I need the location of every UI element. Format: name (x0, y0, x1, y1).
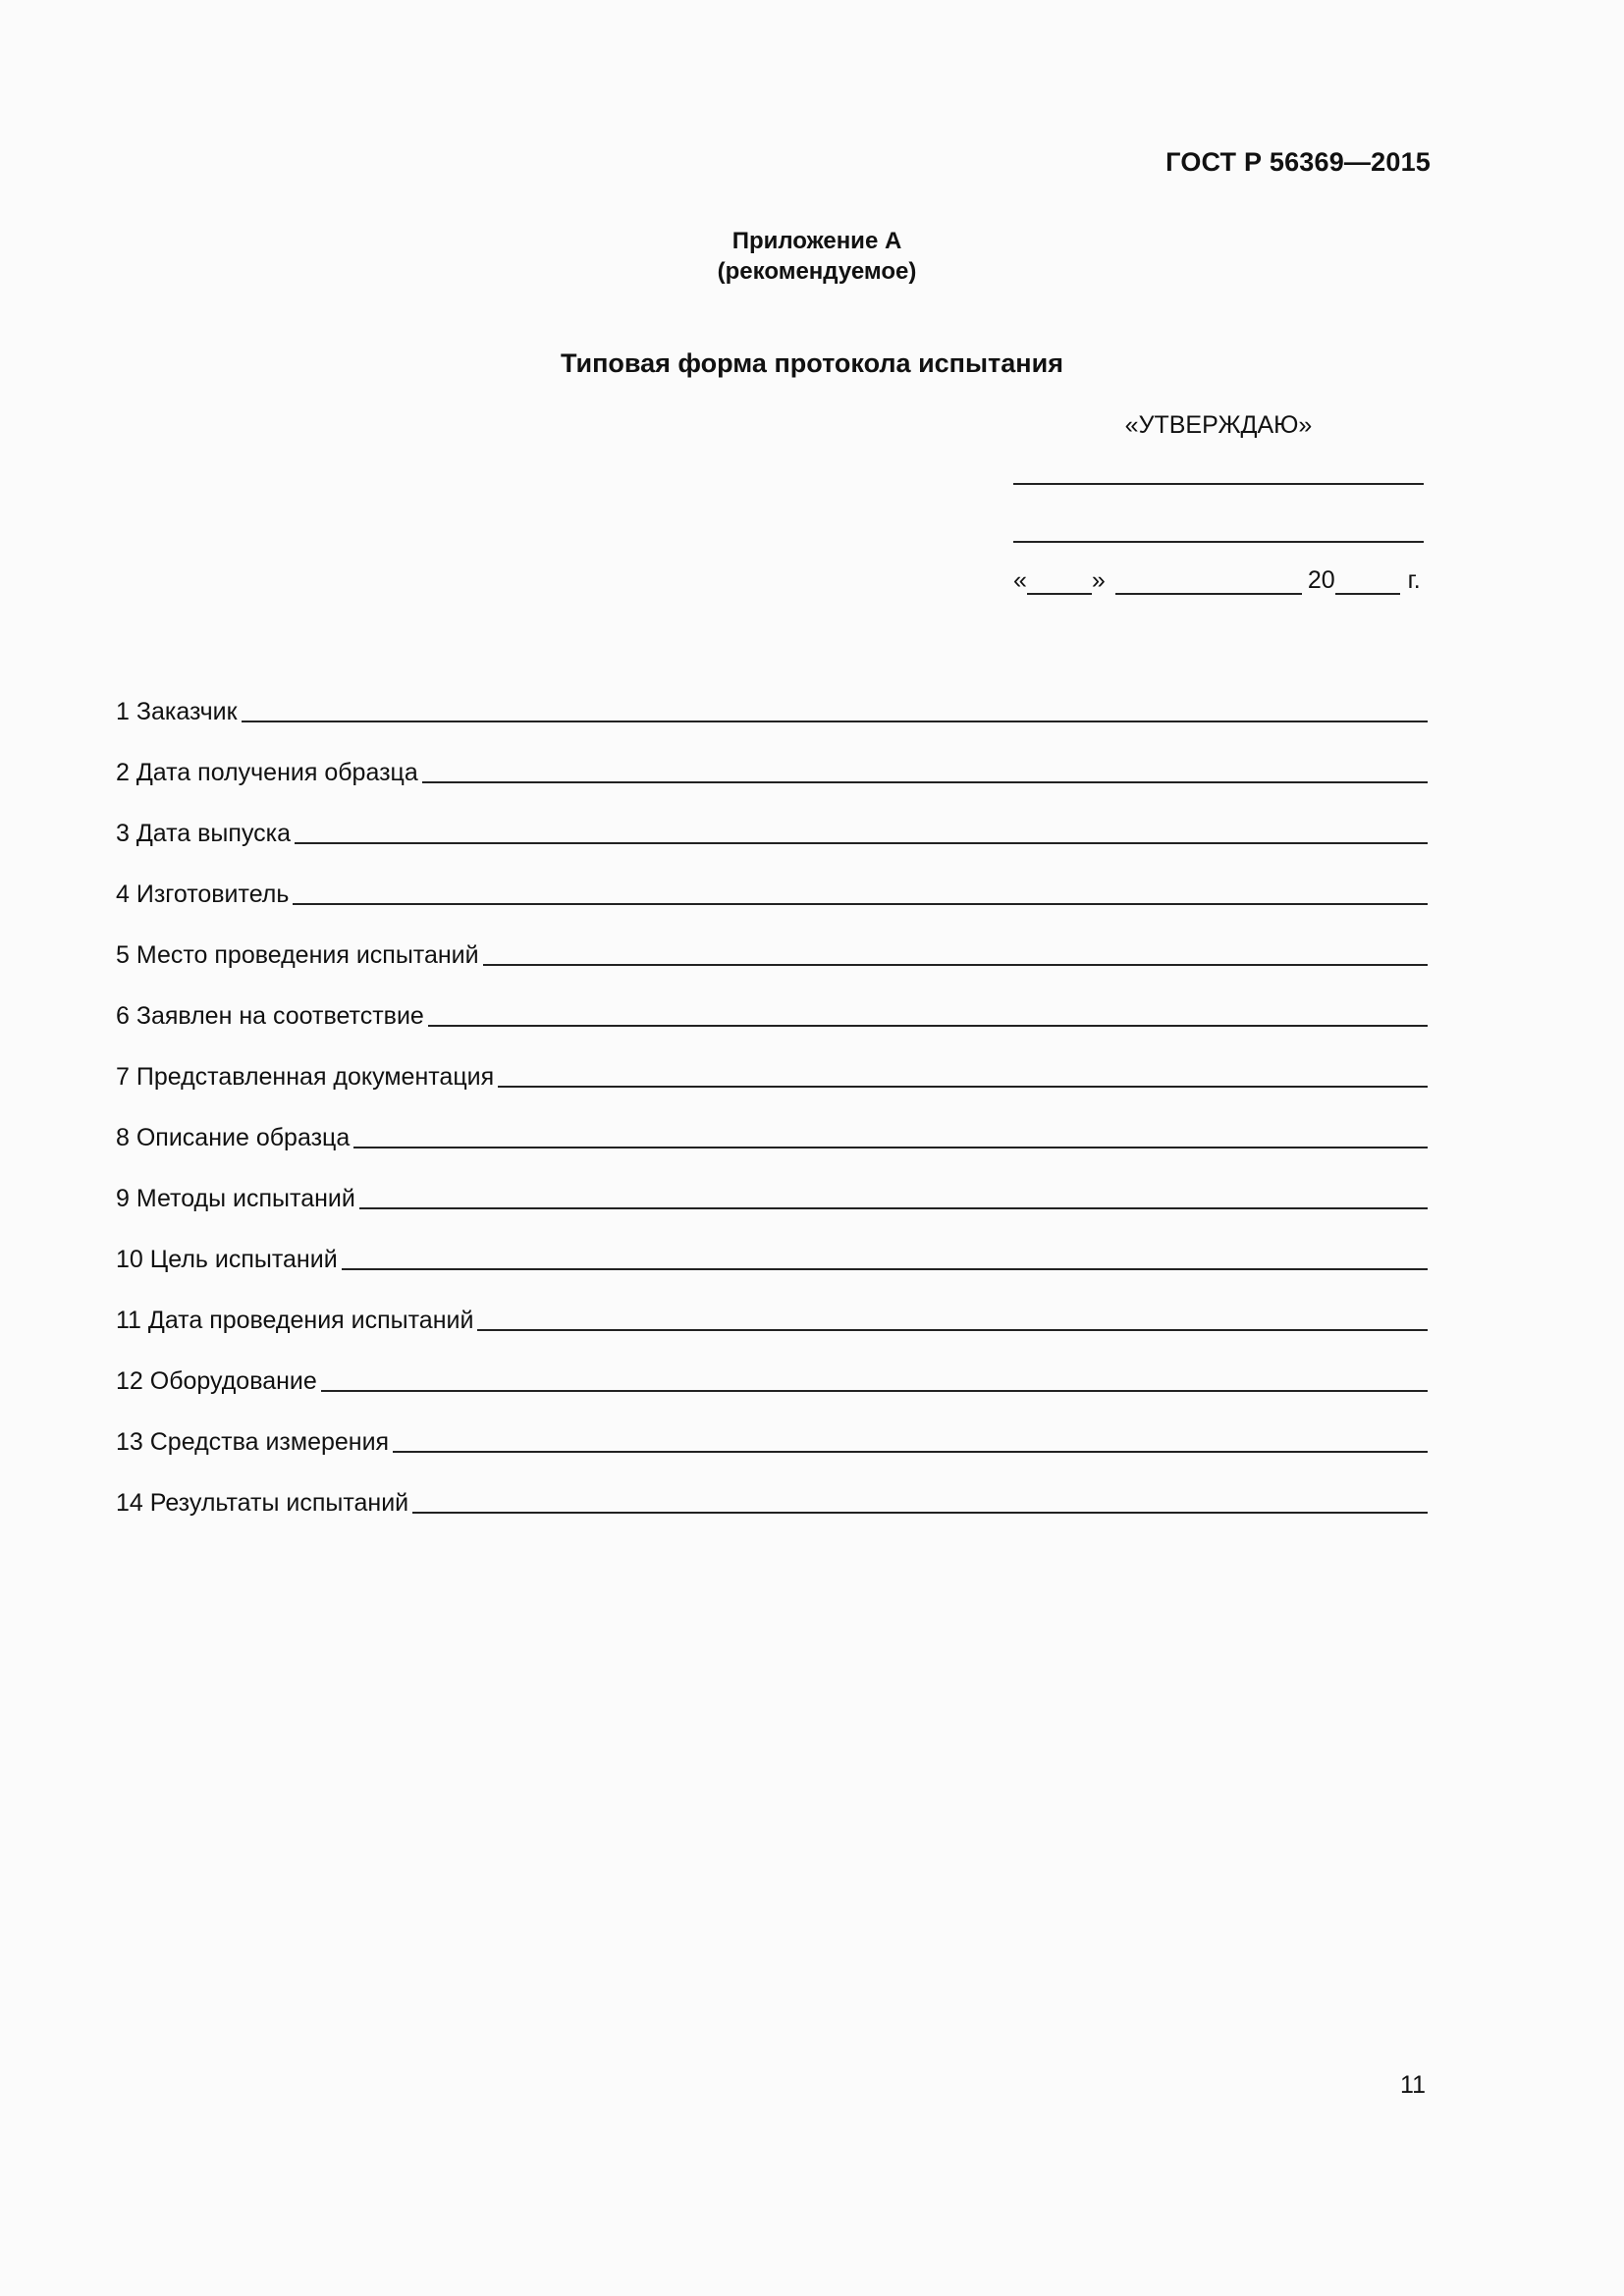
field-label: 3 Дата выпуска (116, 820, 292, 847)
field-fill-line (293, 903, 1428, 905)
appendix-subtitle: (рекомендуемое) (717, 258, 917, 285)
field-label: 5 Место проведения испытаний (116, 941, 479, 969)
document-code: ГОСТ Р 56369—2015 (1165, 147, 1431, 177)
appendix-title: Приложение А (731, 228, 902, 254)
field-label: 4 Изготовитель (116, 881, 290, 908)
field-customer (116, 666, 1428, 726)
field-label: 6 Заявлен на соответствие (116, 1002, 424, 1030)
field-label: 1 Заказчик (116, 698, 238, 725)
field-declared-conformity (116, 970, 1428, 1031)
field-fill-line (321, 1390, 1428, 1392)
field-sample-receipt-date (116, 726, 1428, 787)
field-test-purpose (116, 1213, 1428, 1274)
year-blank (1335, 571, 1400, 595)
field-fill-line (422, 781, 1428, 783)
field-label: 12 Оборудование (116, 1367, 317, 1395)
field-fill-line (483, 964, 1428, 966)
day-blank (1027, 571, 1092, 595)
field-label: 10 Цель испытаний (116, 1246, 338, 1273)
field-label: 9 Методы испытаний (116, 1185, 355, 1212)
field-equipment (116, 1335, 1428, 1396)
date-open-quote: « (1013, 566, 1027, 594)
field-fill-line (498, 1086, 1428, 1088)
field-fill-line (295, 842, 1428, 844)
field-test-location (116, 909, 1428, 970)
field-fill-line (428, 1025, 1428, 1027)
approval-position-line (1013, 483, 1424, 485)
approval-signature-line (1013, 541, 1424, 543)
field-label: 14 Результаты испытаний (116, 1489, 409, 1517)
field-fill-line (359, 1207, 1428, 1209)
field-documentation (116, 1031, 1428, 1092)
field-measuring-instruments (116, 1396, 1428, 1457)
field-label: 11 Дата проведения испытаний (116, 1307, 474, 1334)
form-title: Типовая форма протокола испытания (561, 348, 1063, 378)
field-test-methods (116, 1152, 1428, 1213)
field-fill-line (477, 1329, 1428, 1331)
page-number: 11 (1400, 2071, 1426, 2099)
field-label: 2 Дата получения образца (116, 759, 418, 786)
month-blank (1115, 571, 1302, 595)
field-fill-line (342, 1268, 1428, 1270)
approval-block (1013, 410, 1424, 595)
approval-title: «УТВЕРЖДАЮ» (1124, 411, 1313, 439)
appendix-heading (0, 226, 1624, 287)
year-prefix: 20 (1307, 566, 1335, 594)
field-fill-line (393, 1451, 1428, 1453)
field-label: 7 Представленная документация (116, 1063, 495, 1091)
date-close-quote: » (1091, 566, 1106, 594)
year-suffix: г. (1407, 566, 1421, 594)
field-fill-line (353, 1147, 1428, 1148)
protocol-fields (116, 666, 1428, 1518)
field-label: 13 Средства измерения (116, 1428, 390, 1456)
field-label: 8 Описание образца (116, 1124, 351, 1151)
approval-date (1013, 566, 1424, 595)
field-release-date (116, 787, 1428, 848)
field-fill-line (242, 721, 1428, 722)
field-test-date (116, 1274, 1428, 1335)
field-manufacturer (116, 848, 1428, 909)
field-sample-description (116, 1092, 1428, 1152)
field-test-results (116, 1457, 1428, 1518)
field-fill-line (412, 1512, 1428, 1514)
